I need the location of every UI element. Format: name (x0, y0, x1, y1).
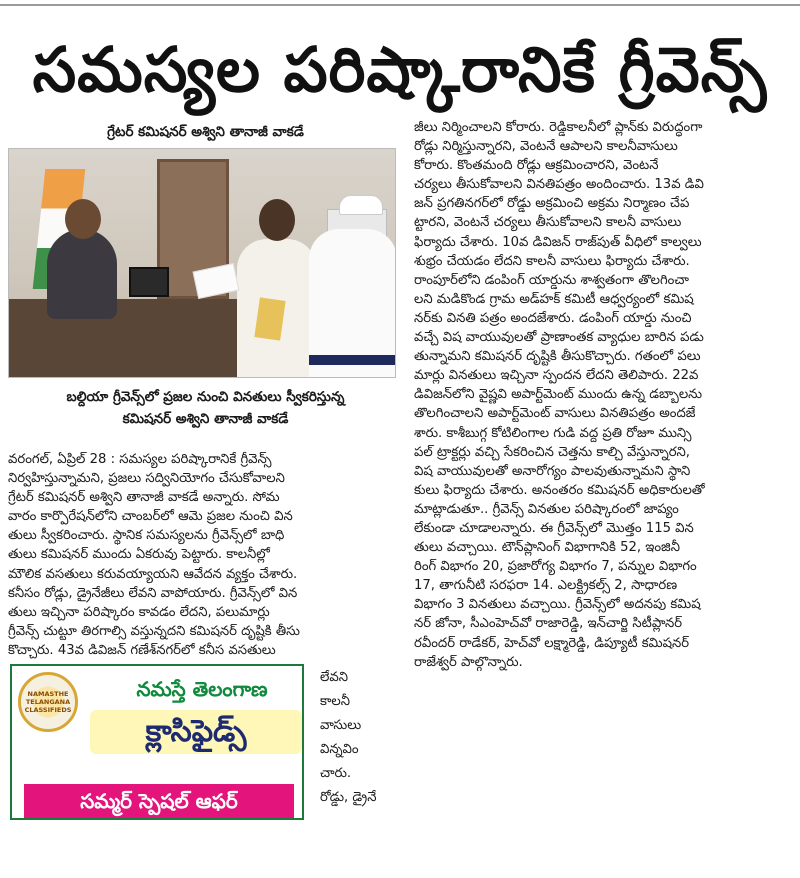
body-line: విన్నవిం (320, 742, 359, 758)
body-line: రోడ్లు నిర్మిస్తున్నారని, వెంటనే ఆపాలని కాలనీవాసులు (414, 139, 678, 155)
body-line: తులు వచ్చాయి. టౌన్‌ప్లానింగ్ విభాగానికి 52, ఇంజినీ (414, 540, 680, 556)
ad-offer-banner: సమ్మర్ స్పెషల్ ఆఫర్ (24, 784, 294, 818)
body-line: నర్‌కు వినతి పత్రం అందజేశారు. డంపింగ్ యార్డు నుంచి (414, 310, 692, 326)
body-line: తొలగించాలని అపార్ట్‌మెంట్ వాసులు వినతిపత్రం అందజే (414, 406, 696, 422)
caption-line: బల్దియా గ్రీవెన్స్‌లో ప్రజల నుంచి వినతులు స్వీకరిస్తున్న (66, 389, 345, 405)
ad-main-title: క్లాసిఫైడ్స్ (90, 710, 302, 754)
body-line: మాట్లాడుతూ.. గ్రీవెన్స్ వినతుల పరిష్కారంలో జాప్యం (414, 501, 679, 517)
classifieds-logo-icon: NAMASTHE TELANGANA CLASSIFIEDS (18, 672, 78, 732)
body-line: మౌలిక వసతులు కరువయ్యాయని ఆవేదన వ్యక్తం చేశారు. (8, 566, 298, 582)
body-line: జన్ ప్రగతినగర్‌లో రోడ్డు అక్రమించి అక్రమ నిర్మాణం చేప (414, 196, 690, 212)
body-line: శారు. కాశీబుగ్గ కోటిలింగాల గుడి వద్ద ప్రతి రోజూ మున్సి (414, 425, 692, 441)
body-line: 17, తాగునీటి సరఫరా 14. ఎలక్ట్రికల్స్ 2, సాధారణ (414, 578, 678, 594)
article-body-left (8, 450, 403, 660)
byline: గ్రేటర్ కమిషనర్ అశ్విని తానాజీ వాకడే (107, 124, 304, 140)
caption-line: కమిషనర్ అశ్విని తానాజీ వాకడే (122, 411, 289, 427)
body-line: రాంపూర్‌లోని డంపింగ్ యార్డును శాశ్వతంగా తొలగించా (414, 272, 689, 288)
monitor-shape (129, 267, 169, 297)
body-line: తులు కమిషనర్ ముందు ఏకరువు పెట్టారు. కాలనీల్లో (8, 547, 270, 563)
body-line: గ్రేటర్ కమిషనర్ అశ్విని తానాజీ వాకడే అన్నారు. సోమ (8, 490, 280, 506)
body-line: గ్రీవెన్స్ చుట్టూ తిరగాల్సి వస్తున్నదని కమిషనర్ దృష్టికి తీసు (8, 623, 300, 639)
article-body-right (414, 118, 796, 672)
news-photo (8, 148, 396, 378)
body-line: రవీందర్ రాడేకర్, హెచ్‌వో లక్ష్మారెడ్డి, డిప్యూటీ కమిషనర్ (414, 635, 690, 651)
article-body-side (320, 666, 408, 810)
body-line: లేకుండా చూడాలన్నారు. ఈ గ్రీవెన్స్‌లో మొత్తం 115 విన (414, 520, 694, 536)
body-line: శుభ్రం చేయడం లేదని కాలనీ వాసులు ఫిర్యాదు చేశారు. (414, 253, 690, 269)
body-line: తులు ఇచ్చినా పరిష్కారం కావడం లేదని, పలుమార్లు (8, 604, 270, 620)
body-line: కులు ఫిర్యాదు చేశారు. అనంతరం కమిషనర్ అధికారులతో (414, 482, 705, 498)
body-line: వచ్చే విష వాయువులతో ప్రాణాంతక వ్యాధుల బారిన పడు (414, 330, 704, 346)
body-line: రోడ్డు, డ్రైనే (320, 790, 377, 806)
body-line: రింగ్ విభాగం 20, ప్రజారోగ్య విభాగం 7, పన్నుల విభాగం (414, 559, 697, 575)
left-column (8, 118, 403, 820)
body-line: ట్టారని, వెంటనే చర్యలు తీసుకోవాలని కాలనీ వాసులు (414, 215, 682, 231)
body-line: విభాగం 3 వినతులు వచ్చాయి. గ్రీవెన్స్‌లో అదనపు కమిష (414, 597, 701, 613)
body-line: ఫిర్యాదు చేశారు. 10వ డివిజన్ రాజ్‌పుత్ వీధిలో కాల్వలు (414, 234, 702, 250)
file-folder-shape (254, 297, 285, 340)
body-line: విష వాయువులతో అనారోగ్యం పాలవుతున్నామని స్థాని (414, 463, 691, 479)
body-line: నిర్వహిస్తున్నామని, ప్రజలు సద్వినియోగం చేసుకోవాలని (8, 471, 285, 487)
body-line: కనీసం రోడ్లు, డ్రైనేజీలు లేవని వాపోయారు. గ్రీవెన్స్‌లో విన (8, 585, 298, 601)
belt-shape (309, 355, 396, 365)
body-line: జీలు నిర్మించాలని కోరారు. రెడ్డికాలనీలో ప్లాన్‌కు విరుద్ధంగా (414, 120, 703, 135)
body-line: పల్ ట్రాక్టర్లు వచ్చి సేకరించిన చెత్తను కాల్చి వేస్తున్నారని, (414, 444, 690, 460)
top-divider (0, 4, 800, 6)
body-line: వరంగల్, ఏప్రిల్ 28 : సమస్యల పరిష్కారానికే గ్రీవెన్స్ (8, 452, 272, 467)
body-line: నర్ జోనా, సీఎంహెచ్‌వో రాజారెడ్డి, ఇన్‌చార్జి సిటీప్లానర్ (414, 616, 683, 632)
body-line: చర్యలు తీసుకోవాలని వినతిపత్రం అందించారు. 13వ డివి (414, 177, 704, 193)
body-line: వాసులు (320, 718, 362, 734)
commissioner-figure (47, 229, 117, 319)
body-line: లని మడికొండ గ్రామ అడ్‌హక్ కమిటీ ఆధ్వర్యంలో కమిష (414, 291, 694, 307)
body-line: కొచ్చారు. 43వ డివిజన్ గణేశ్‌నగర్‌లో కనీస వసతులు (8, 642, 276, 658)
body-line: చారు. (320, 766, 352, 782)
ad-brand-title: నమస్తే తెలంగాణ (136, 677, 268, 702)
classifieds-ad[interactable] (10, 664, 304, 820)
body-line: తులు స్వీకరించారు. స్థానిక సమస్యలను గ్రీవెన్స్‌లో బాధి (8, 528, 285, 544)
body-line: తున్నామని కమిషనర్ దృష్టికి తీసుకొచ్చారు. గతంలో పలు (414, 349, 701, 365)
photo-caption (8, 386, 403, 430)
body-line: కోరారు. కొంతమంది రోడ్లు ఆక్రమించారని, వెంటనే (414, 158, 659, 174)
headline: సమస్యల పరిష్కారానికే గ్రీవెన్స్ (32, 33, 768, 106)
body-line: రాజేశ్వర్ పాల్గొన్నారు. (414, 654, 523, 670)
body-line: డివిజన్‌లోని వైష్ణవి అపార్ట్‌మెంట్ ముందు ఉన్న డబ్బాలను (414, 387, 703, 403)
body-line: వారం కార్పొరేషన్‌లోని చాంబర్‌లో ఆమె ప్రజల నుంచి విన (8, 509, 293, 525)
body-line: లేవని (320, 670, 348, 686)
body-line: మార్లు వినతులు ఇచ్చినా స్పందన లేదని తెలిపారు. 22వ (414, 368, 699, 384)
ad-row (8, 660, 403, 820)
body-line: కాలనీ (320, 694, 351, 710)
